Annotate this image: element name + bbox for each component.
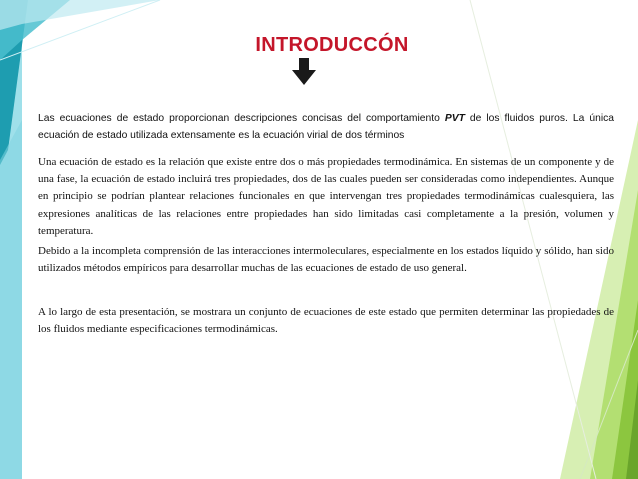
slide-title: INTRODUCCÓN xyxy=(255,34,409,56)
left-teal-shape-lower xyxy=(0,120,22,479)
paragraph-definition: Una ecuación de estado es la relación que existe entre dos o más propiedades termodinámica. En sistemas de un componente y de una fase, la ecuación de estado incluirá tres propiedades, dos de las cuales pueden ser consideradas como independientes. Aunque en principio se podrían plantear relaciones funcionales en que intervengan tres propiedades termodinámicas cualesquiera, las expresiones analíticas de las relaciones entre propiedades han sido limitadas casi completamente a la presión, volumen y temperatura. xyxy=(38,156,614,237)
paragraph-intro xyxy=(38,110,614,144)
down-arrow-icon xyxy=(291,58,317,86)
pvt-emphasis: PVT xyxy=(444,113,465,124)
paragraph-intro-end: de los fluidos puros. La única ecuación de estado utilizada extensamente es la ecuación virial de dos términos xyxy=(38,113,614,141)
paragraph-presentation-scope: A lo largo de esta presentación, se mostrara un conjunto de ecuaciones de este estado que permiten determinar las propiedades de los fluidos mediante especificaciones termodinámicas. xyxy=(38,306,614,336)
paragraph-empirical-methods: Debido a la incompleta comprensión de las interacciones intermoleculares, especialmente en los estados líquido y sólido, han sido utilizados métodos empíricos para desarrollar muchas de las ecuaciones de estado de uso general. xyxy=(38,245,614,275)
paragraph-intro-start: Las ecuaciones de estado proporcionan descripciones concisas del comportamiento xyxy=(38,113,445,124)
